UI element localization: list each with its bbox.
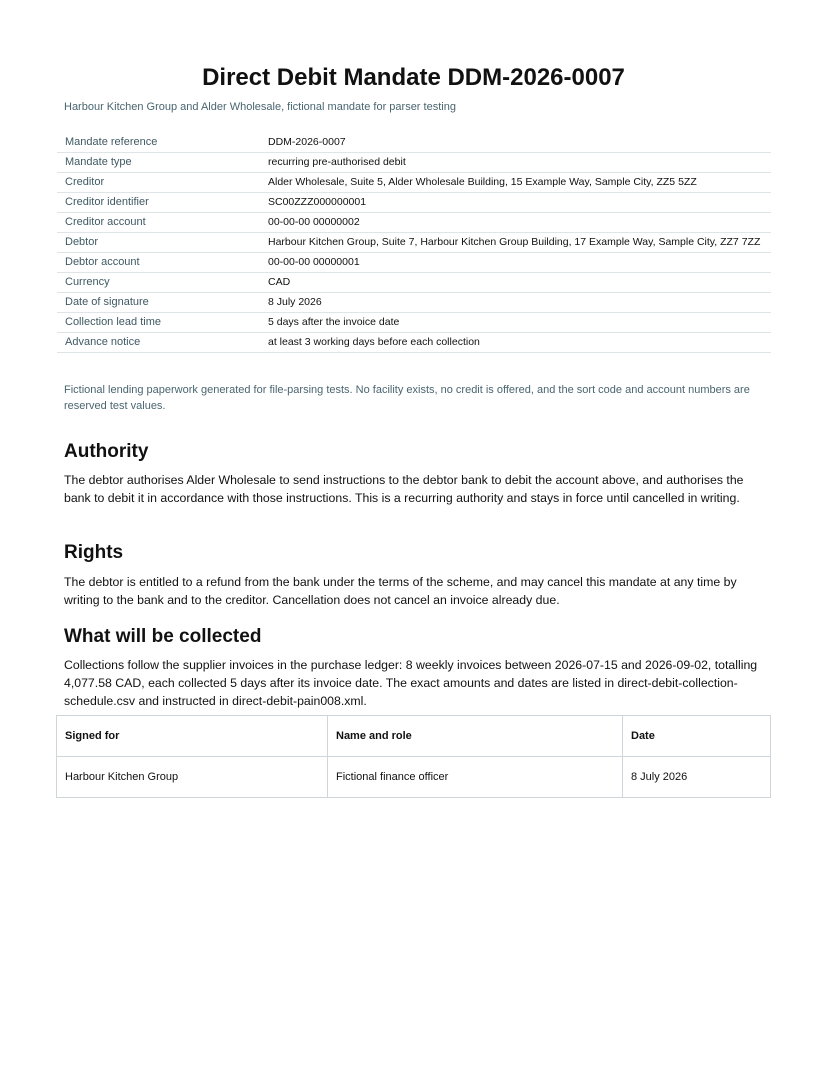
collected-text: Collections follow the supplier invoices in the purchase ledger: 8 weekly invoices between 2026-07-15 and 2026-09-02, totalling 4,077.58 CAD, each collected 5 days after its invoice date. The exact amounts and dates are listed in direct-debit-collection-schedule.csv and instructed in direct-debit-pain008.xml. (64, 658, 758, 708)
detail-row (57, 133, 771, 153)
detail-row (57, 213, 771, 233)
detail-key: Mandate type (57, 153, 260, 173)
detail-value: at least 3 working days before each collection (260, 333, 771, 353)
signed-for-cell: Harbour Kitchen Group (57, 757, 328, 798)
detail-value: CAD (260, 273, 771, 293)
signature-header-row (57, 716, 771, 757)
detail-key: Date of signature (57, 293, 260, 313)
detail-value: DDM-2026-0007 (260, 133, 771, 153)
detail-key: Creditor (57, 173, 260, 193)
authority-heading: Authority (64, 441, 149, 462)
detail-row (57, 293, 771, 313)
detail-value: 8 July 2026 (260, 293, 771, 313)
detail-key: Creditor identifier (57, 193, 260, 213)
page-title: Direct Debit Mandate DDM-2026-0007 (202, 64, 625, 91)
detail-value: Alder Wholesale, Suite 5, Alder Wholesale Building, 15 Example Way, Sample City, ZZ5 5ZZ (260, 173, 771, 193)
detail-row (57, 313, 771, 333)
name-role-header: Name and role (328, 716, 623, 757)
detail-key: Debtor (57, 233, 260, 253)
detail-value: 00-00-00 00000002 (260, 213, 771, 233)
detail-key: Advance notice (57, 333, 260, 353)
rights-heading: Rights (64, 542, 124, 563)
detail-key: Currency (57, 273, 260, 293)
detail-row (57, 153, 771, 173)
detail-value: 5 days after the invoice date (260, 313, 771, 333)
page-subtitle: Harbour Kitchen Group and Alder Wholesale, fictional mandate for parser testing (64, 101, 456, 113)
detail-row (57, 333, 771, 353)
detail-value: SC00ZZZ000000001 (260, 193, 771, 213)
date-header: Date (623, 716, 771, 757)
signed-for-header: Signed for (57, 716, 328, 757)
date-cell: 8 July 2026 (623, 757, 771, 798)
detail-row (57, 253, 771, 273)
signature-row (57, 757, 771, 798)
detail-key: Debtor account (57, 253, 260, 273)
detail-value: 00-00-00 00000001 (260, 253, 771, 273)
detail-value: Harbour Kitchen Group, Suite 7, Harbour Kitchen Group Building, 17 Example Way, Sample City, ZZ7 7ZZ (260, 233, 771, 253)
disclaimer-note: Fictional lending paperwork generated for file-parsing tests. No facility exists, no credit is offered, and the sort code and account numbers are reserved test values. (64, 384, 750, 412)
rights-text: The debtor is entitled to a refund from the bank under the terms of the scheme, and may cancel this mandate at any time by writing to the bank and to the creditor. Cancellation does not cancel an invoice already due. (64, 575, 737, 607)
collected-heading: What will be collected (64, 626, 262, 647)
name-role-cell: Fictional finance officer (328, 757, 623, 798)
detail-key: Creditor account (57, 213, 260, 233)
detail-key: Mandate reference (57, 133, 260, 153)
authority-text: The debtor authorises Alder Wholesale to send instructions to the debtor bank to debit the account above, and authorises the bank to debit it in accordance with those instructions. This is a recurring authority and stays in force until cancelled in writing. (64, 473, 744, 505)
detail-row (57, 173, 771, 193)
detail-row (57, 233, 771, 253)
signature-table (56, 715, 771, 798)
detail-value: recurring pre-authorised debit (260, 153, 771, 173)
detail-key: Collection lead time (57, 313, 260, 333)
detail-row (57, 193, 771, 213)
detail-row (57, 273, 771, 293)
mandate-details-table (57, 133, 771, 353)
